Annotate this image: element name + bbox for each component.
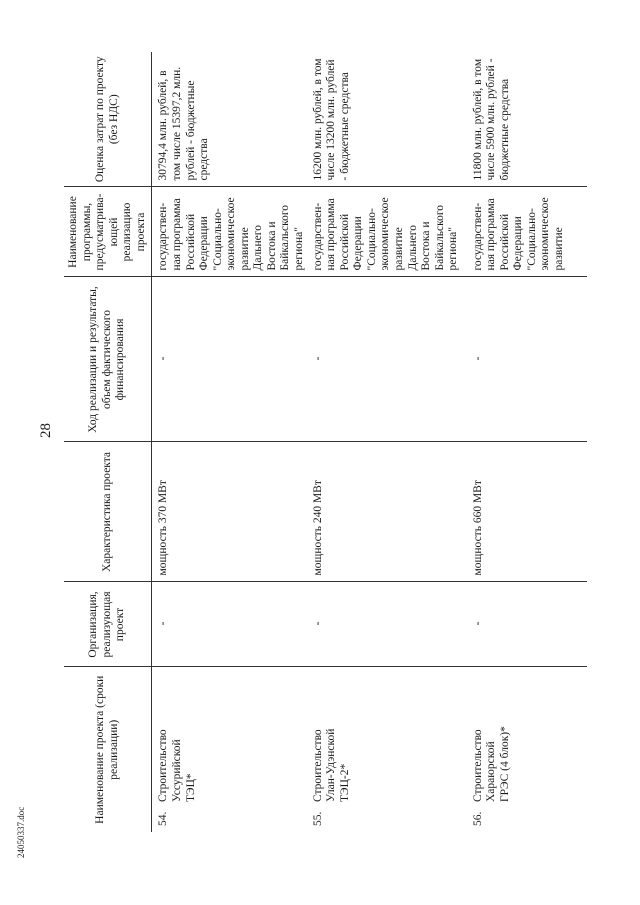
row-number: 55. [311, 811, 324, 826]
project-name: Строительство Улан-Удэнской ТЭЦ-2* [311, 728, 351, 802]
rotated-table-container [64, 52, 579, 832]
page-number: 28 [38, 423, 54, 438]
project-name-cell [467, 667, 587, 832]
header-program: Наименование программы, предусматрива-ющей реализацию проекта [64, 187, 152, 277]
characteristic-cell: мощность 370 МВт [152, 442, 307, 582]
table-header-row [64, 52, 152, 832]
projects-table [64, 52, 587, 832]
header-cost: Оценка затрат по проекту (без НДС) [64, 52, 152, 187]
table-row [467, 52, 587, 832]
row-number: 54. [157, 811, 170, 826]
cost-cell: 16200 млн. рублей, в том числе 13200 млн. рублей - бюджетные средства [307, 52, 467, 187]
progress-cell: - [467, 277, 587, 442]
header-progress: Ход реализации и результаты, объем фактического финансирования [64, 277, 152, 442]
progress-cell: - [307, 277, 467, 442]
organization-cell: - [467, 582, 587, 667]
project-name-cell [307, 667, 467, 832]
table-row [307, 52, 467, 832]
header-characteristic: Характеристика проекта [64, 442, 152, 582]
progress-cell: - [152, 277, 307, 442]
program-cell: государствен-ная программа Российской Федерации "Социально-экономическое развитие Дальнего Востока и Байкальского региона" [307, 187, 467, 277]
footer-filename: 24050337.doc [16, 806, 26, 858]
table-row [152, 52, 307, 832]
header-organization: Организация, реализующая проект [64, 582, 152, 667]
row-number: 56. [471, 811, 484, 826]
organization-cell: - [307, 582, 467, 667]
program-cell: государствен-ная программа Российской Федерации "Социально-экономическое развитие Дальнего Востока и Байкальского региона" [152, 187, 307, 277]
project-name: Строительство Уссурийской ТЭЦ* [157, 729, 197, 802]
project-name: Строительство Хараюрской ГРЭС (4 блок)* [471, 726, 511, 802]
characteristic-cell: мощность 240 МВт [307, 442, 467, 582]
organization-cell: - [152, 582, 307, 667]
program-cell: государствен-ная программа Российской Федерации "Социально-экономическое развитие [467, 187, 587, 277]
cost-cell: 30794,4 млн. рублей, в том числе 15397,2 млн. рублей - бюджетные средства [152, 52, 307, 187]
cost-cell: 11800 млн. рублей, в том числе 5900 млн. рублей - бюджетные средства [467, 52, 587, 187]
characteristic-cell: мощность 660 МВт [467, 442, 587, 582]
project-name-cell [152, 667, 307, 832]
header-project-name: Наименование проекта (сроки реализации) [64, 667, 152, 832]
